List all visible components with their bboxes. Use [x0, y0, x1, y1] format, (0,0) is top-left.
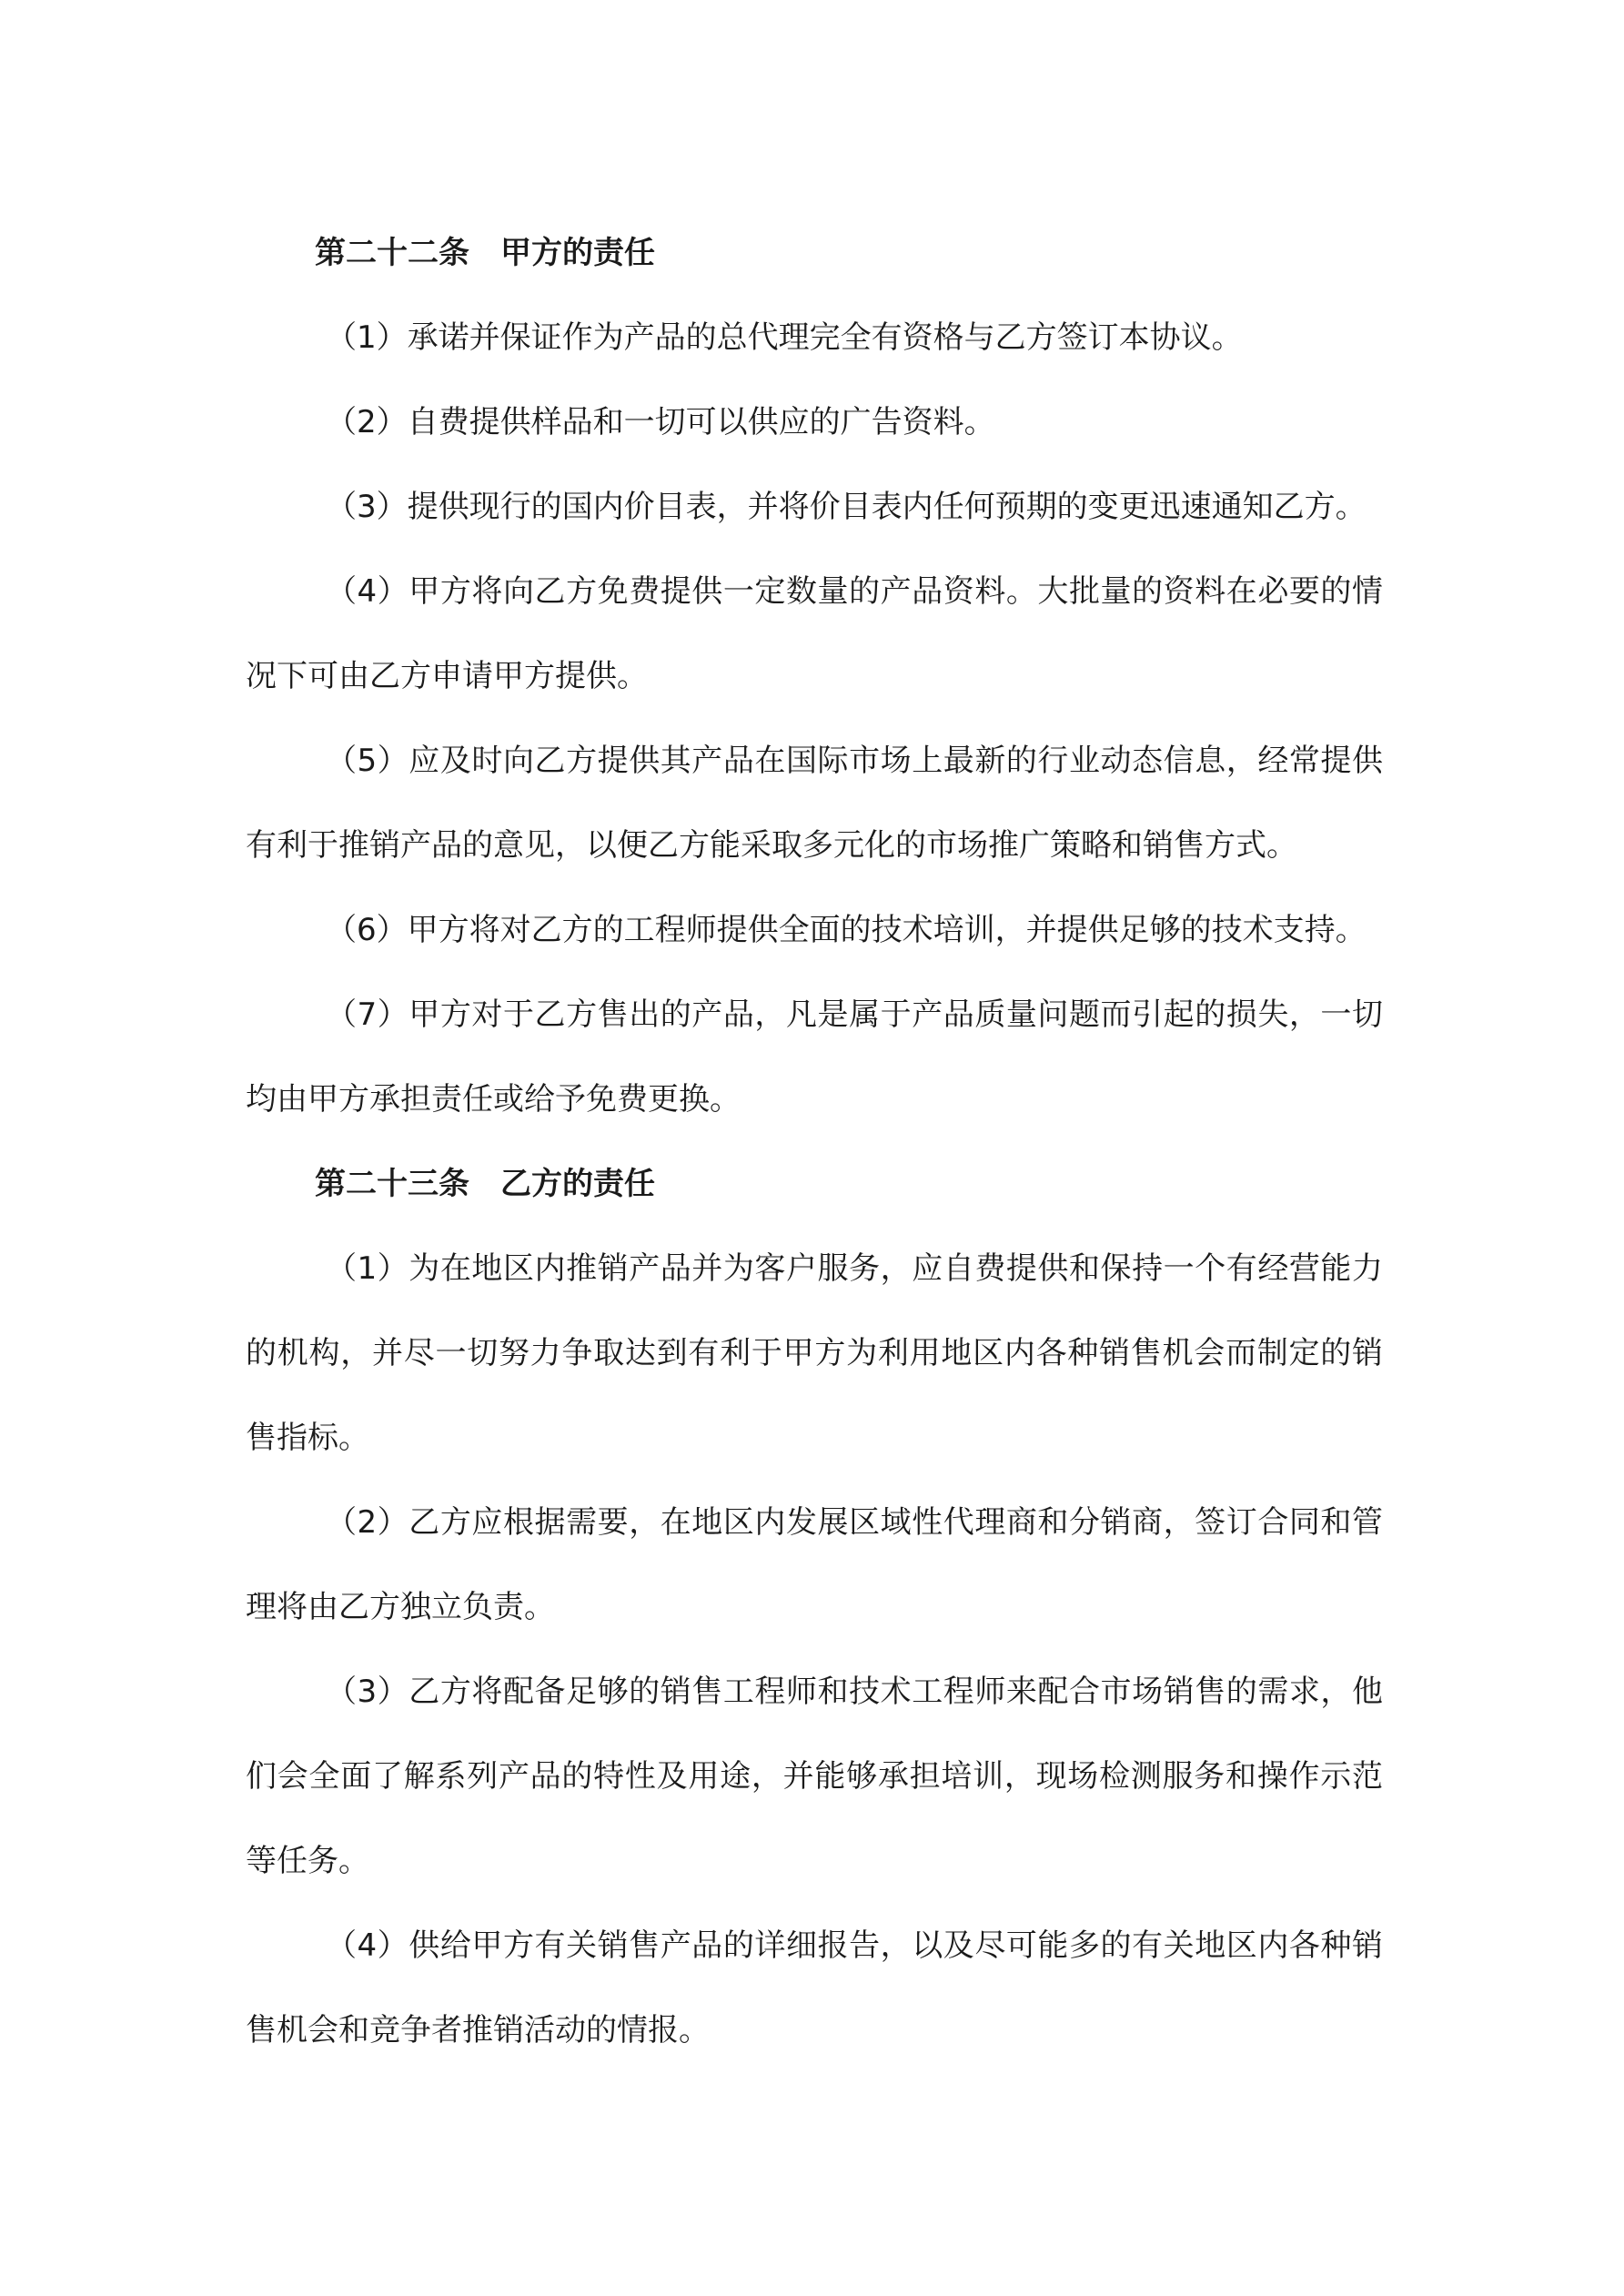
- article-23-item-4: （4）供给甲方有关销售产品的详细报告，以及尽可能多的有关地区内各种销售机会和竞争者推销活动的情报。: [246, 1927, 1383, 2048]
- article-23-item-1: （1）为在地区内推销产品并为客户服务，应自费提供和保持一个有经营能力的机构，并尽一切努力争取达到有利于甲方为利用地区内各种销售机会而制定的销售指标。: [246, 1250, 1383, 1456]
- article-22-item-2: （2）自费提供样品和一切可以供应的广告资料。: [326, 404, 995, 440]
- document-page: [246, 211, 1383, 2073]
- article-23-item-2: （2）乙方应根据需要，在地区内发展区域性代理商和分销商，签订合同和管理将由乙方独立负责。: [246, 1504, 1383, 1625]
- article-22-item-7: （7）甲方对于乙方售出的产品，凡是属于产品质量问题而引起的损失，一切均由甲方承担责任或给予免费更换。: [246, 996, 1383, 1118]
- article-22-item-3: （3）提供现行的国内价目表，并将价目表内任何预期的变更迅速通知乙方。: [326, 489, 1367, 525]
- article-22-item-1: （1）承诺并保证作为产品的总代理完全有资格与乙方签订本协议。: [326, 319, 1243, 356]
- article-22-item-5: （5）应及时向乙方提供其产品在国际市场上最新的行业动态信息，经常提供有利于推销产品的意见，以便乙方能采取多元化的市场推广策略和销售方式。: [246, 743, 1383, 864]
- article-23-heading: 第二十三条 乙方的责任: [315, 1166, 655, 1202]
- article-22-heading: 第二十二条 甲方的责任: [315, 235, 655, 271]
- article-22-item-6: （6）甲方将对乙方的工程师提供全面的技术培训，并提供足够的技术支持。: [326, 912, 1367, 948]
- article-23-item-3: （3）乙方将配备足够的销售工程师和技术工程师来配合市场销售的需求，他们会全面了解系列产品的特性及用途，并能够承担培训，现场检测服务和操作示范等任务。: [246, 1674, 1383, 1879]
- article-22-item-4: （4）甲方将向乙方免费提供一定数量的产品资料。大批量的资料在必要的情况下可由乙方申请甲方提供。: [246, 573, 1383, 694]
